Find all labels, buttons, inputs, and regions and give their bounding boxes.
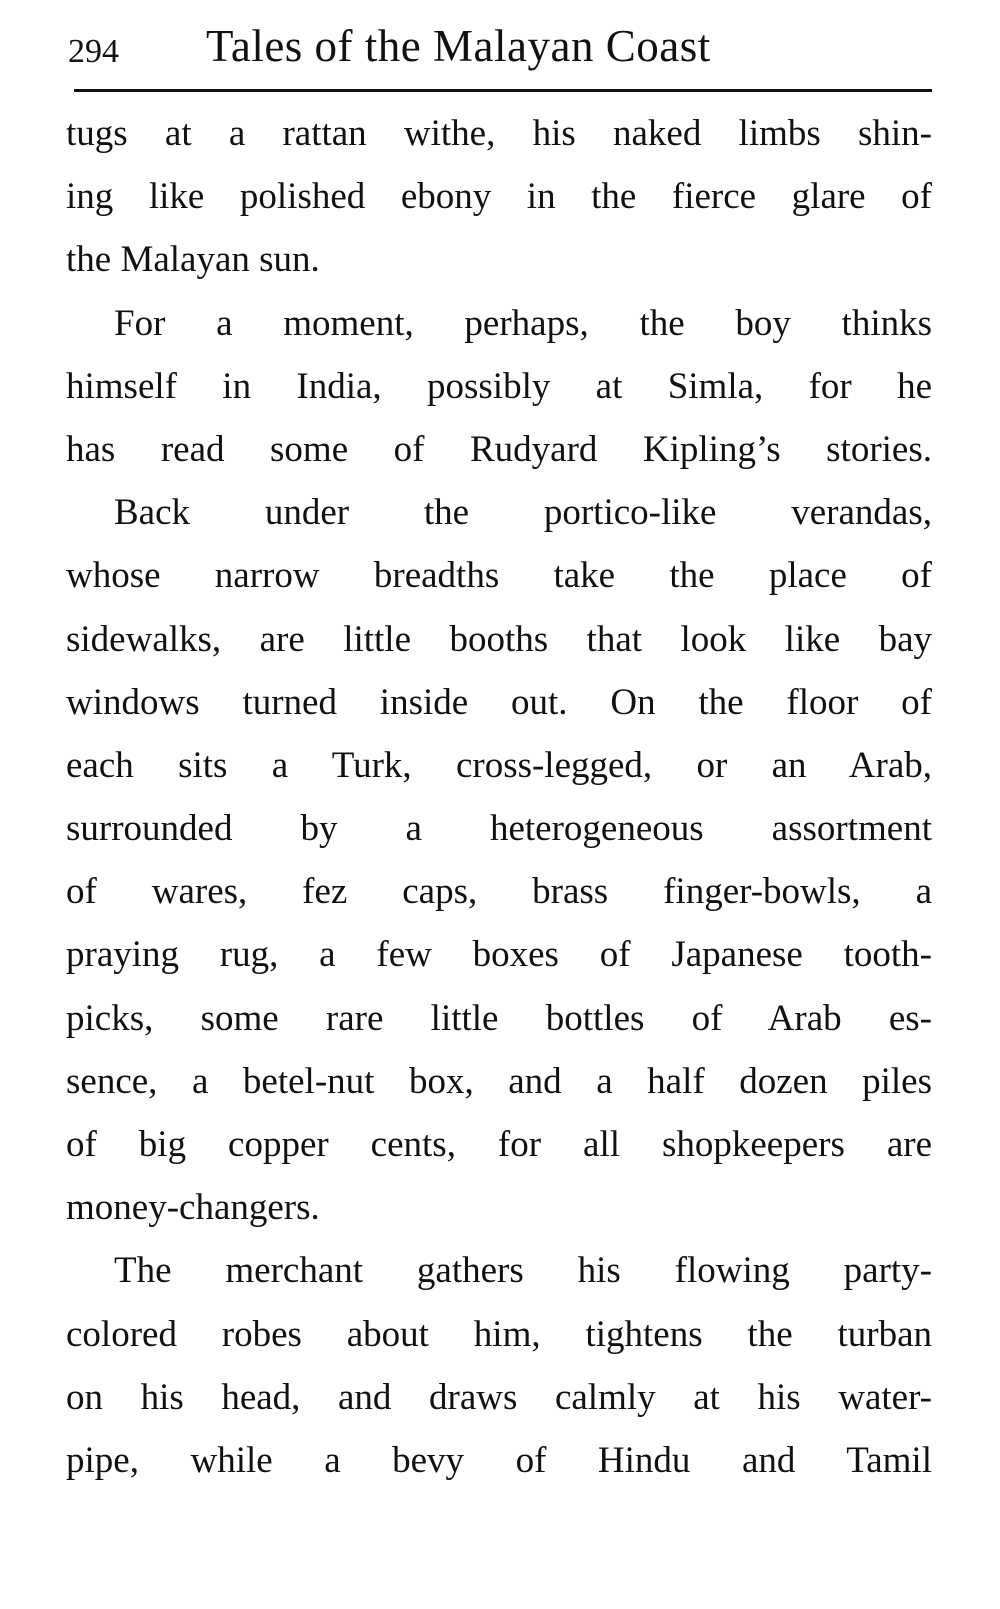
text-line: sidewalks, are little booths that look like bay xyxy=(66,618,932,660)
text-line: The merchant gathers his flowing party- xyxy=(114,1250,932,1292)
text-line: the Malayan sun. xyxy=(66,239,320,281)
text-line: picks, some rare little bottles of Arab es- xyxy=(66,997,932,1039)
text-line: colored robes about him, tightens the turban xyxy=(66,1313,932,1355)
text-line: pipe, while a bevy of Hindu and Tamil xyxy=(66,1439,932,1481)
text-line: sence, a betel-nut box, and a half dozen piles xyxy=(66,1060,932,1102)
text-line: Back under the portico-like verandas, xyxy=(114,492,932,534)
text-line: windows turned inside out. On the floor of xyxy=(66,681,932,723)
text-line: tugs at a rattan withe, his naked limbs shin- xyxy=(66,113,932,154)
text-line: For a moment, perhaps, the boy thinks xyxy=(114,302,932,344)
text-line: has read some of Rudyard Kipling’s stories. xyxy=(66,428,932,470)
text-line: each sits a Turk, cross-legged, or an Arab, xyxy=(66,744,932,786)
text-line: money-changers. xyxy=(66,1187,320,1229)
body-text xyxy=(66,102,932,1492)
text-line: surrounded by a heterogeneous assortment xyxy=(66,808,932,850)
page-number: 294 xyxy=(68,33,119,70)
text-line: himself in India, possibly at Simla, for he xyxy=(66,365,932,407)
text-line: praying rug, a few boxes of Japanese tooth- xyxy=(66,934,932,976)
text-line: on his head, and draws calmly at his water- xyxy=(66,1376,932,1418)
text-line: of wares, fez caps, brass finger-bowls, a xyxy=(66,871,932,913)
running-head xyxy=(68,14,930,74)
text-line: whose narrow breadths take the place of xyxy=(66,555,932,597)
header-rule xyxy=(74,89,932,92)
text-line: ing like polished ebony in the fierce glare of xyxy=(66,176,932,218)
text-line: of big copper cents, for all shopkeepers are xyxy=(66,1124,932,1165)
running-title: Tales of the Malayan Coast xyxy=(206,21,711,71)
